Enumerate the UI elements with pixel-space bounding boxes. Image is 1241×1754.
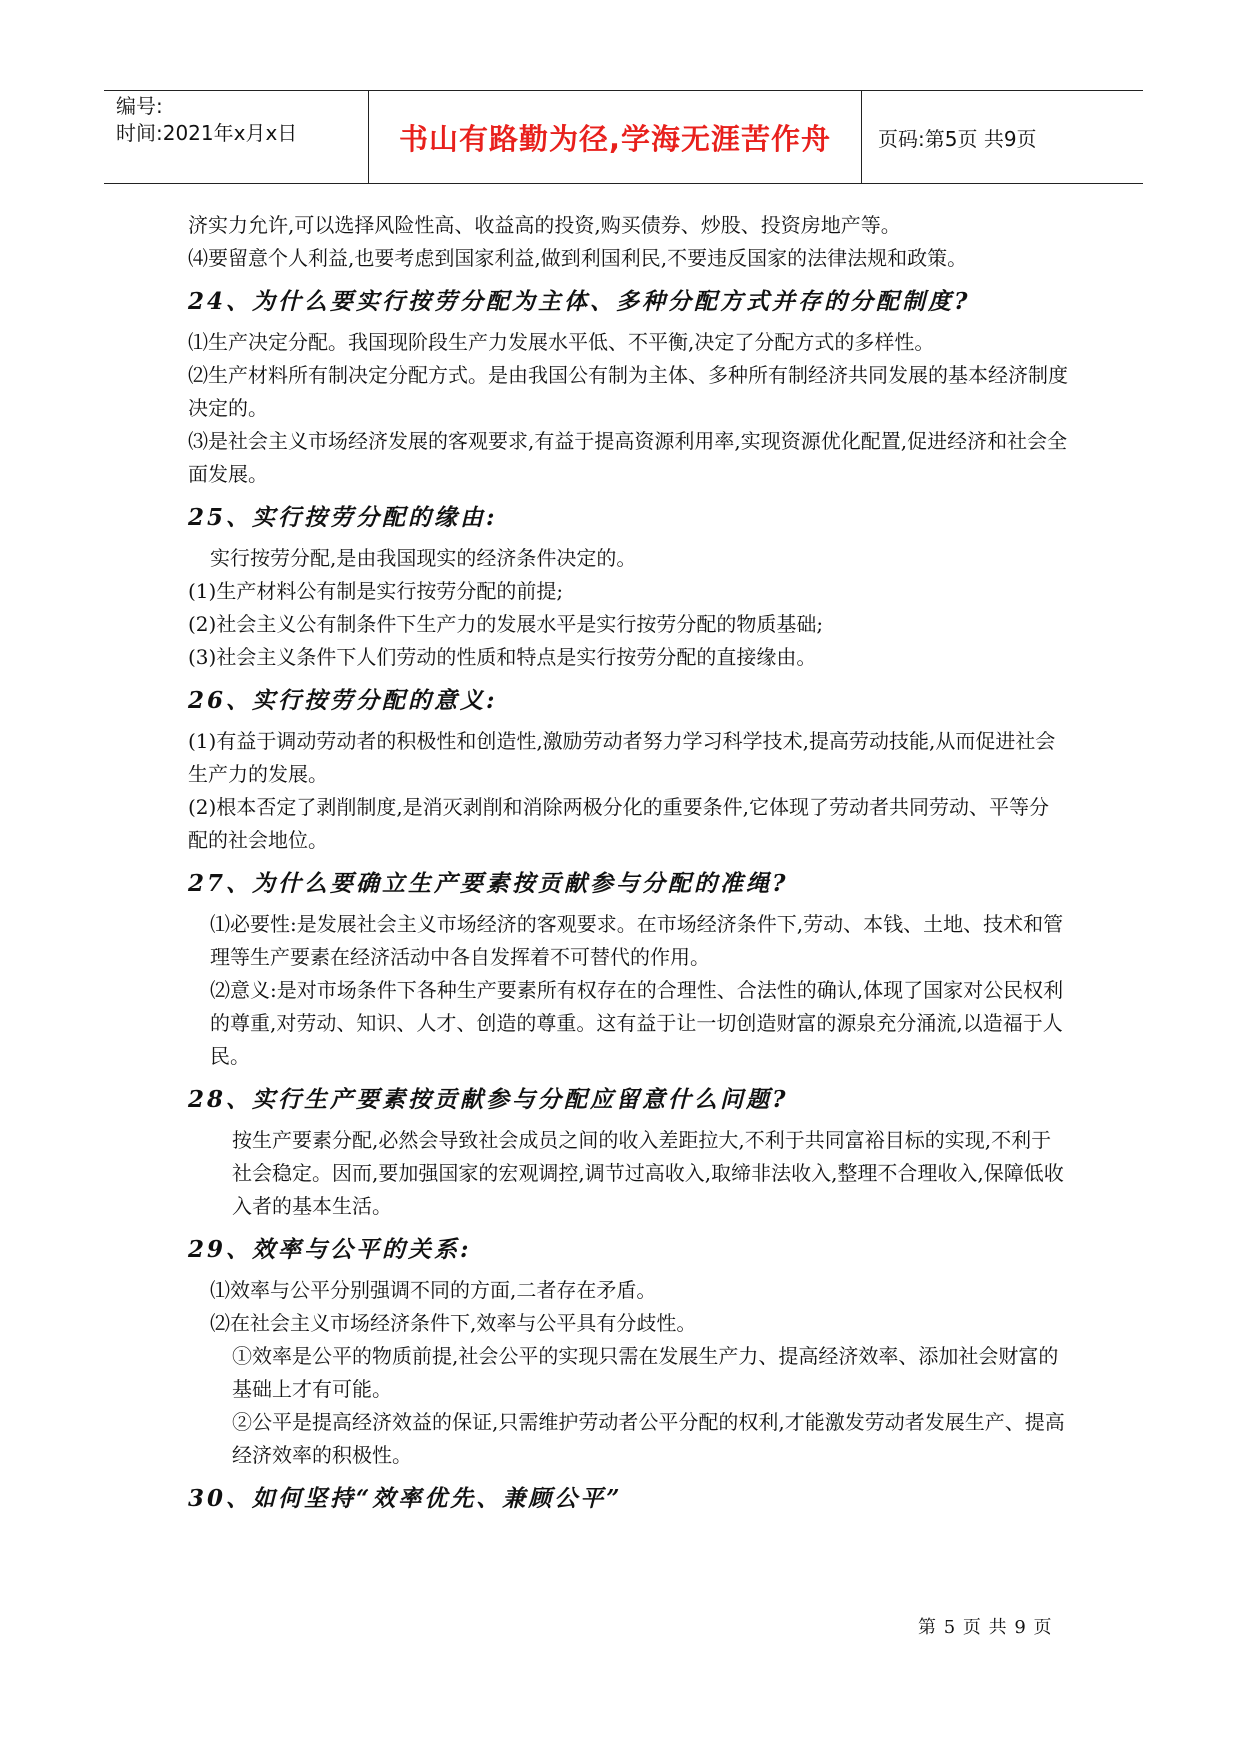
- section-27-paragraph: ⑴必要性:是发展社会主义市场经济的客观要求。在市场经济条件下,劳动、本钱、土地、技术和管理等生产要素在经济活动中各自发挥着不可替代的作用。: [210, 912, 1064, 969]
- section-25-paragraph: (1)生产材料公有制是实行按劳分配的前提;: [188, 579, 564, 603]
- page-footer: 第 5 页 共 9 页: [918, 1617, 1053, 1638]
- intro-paragraph: 济实力允许,可以选择风险性高、收益高的投资,购买债券、炒股、投资房地产等。: [188, 213, 901, 237]
- page-header: [104, 90, 1143, 184]
- header-page-number: 页码:第5页 共9页: [878, 126, 1037, 151]
- section-29-paragraph: ①效率是公平的物质前提,社会公平的实现只需在发展生产力、提高经济效率、添加社会财富的基础上才有可能。: [232, 1344, 1059, 1401]
- section-heading-30: 30、如何坚持“效率优先、兼顾公平”: [188, 1485, 623, 1512]
- document-body: [188, 209, 1068, 1523]
- section-heading-29: 29、效率与公平的关系:: [188, 1236, 472, 1263]
- section-25-paragraph: 实行按劳分配,是由我国现实的经济条件决定的。: [210, 546, 637, 570]
- section-24-paragraph: ⑶是社会主义市场经济发展的客观要求,有益于提高资源利用率,实现资源优化配置,促进经济和社会全面发展。: [188, 429, 1068, 486]
- section-25-paragraph: (3)社会主义条件下人们劳动的性质和特点是实行按劳分配的直接缘由。: [188, 645, 817, 669]
- header-motto-cell: [368, 91, 862, 183]
- section-29-paragraph: ⑵在社会主义市场经济条件下,效率与公平具有分歧性。: [210, 1311, 697, 1335]
- header-motto: 书山有路勤为径,学海无涯苦作舟: [398, 121, 832, 156]
- section-heading-27: 27、为什么要确立生产要素按贡献参与分配的准绳?: [188, 870, 789, 897]
- section-27-paragraph: ⑵意义:是对市场条件下各种生产要素所有权存在的合理性、合法性的确认,体现了国家对公民权利的尊重,对劳动、知识、人才、创造的尊重。这有益于让一切创造财富的源泉充分涌流,以造福于人民。: [210, 978, 1064, 1068]
- section-29-paragraph: ②公平是提高经济效益的保证,只需维护劳动者公平分配的权利,才能激发劳动者发展生产、提高经济效率的积极性。: [232, 1410, 1065, 1467]
- section-24-paragraph: ⑵生产材料所有制决定分配方式。是由我国公有制为主体、多种所有制经济共同发展的基本经济制度决定的。: [188, 363, 1068, 420]
- intro-paragraph: ⑷要留意个人利益,也要考虑到国家利益,做到利国利民,不要违反国家的法律法规和政策。: [188, 246, 968, 270]
- section-24-paragraph: ⑴生产决定分配。我国现阶段生产力发展水平低、不平衡,决定了分配方式的多样性。: [188, 330, 935, 354]
- section-25-paragraph: (2)社会主义公有制条件下生产力的发展水平是实行按劳分配的物质基础;: [188, 612, 824, 636]
- section-26-paragraph: (2)根本否定了剥削制度,是消灭剥削和消除两极分化的重要条件,它体现了劳动者共同劳动、平等分配的社会地位。: [188, 795, 1050, 852]
- section-heading-24: 24、为什么要实行按劳分配为主体、多种分配方式并存的分配制度?: [188, 288, 971, 315]
- section-heading-26: 26、实行按劳分配的意义:: [188, 687, 498, 714]
- section-heading-28: 28、实行生产要素按贡献参与分配应留意什么问题?: [188, 1086, 789, 1113]
- document-time-label: 时间:2021年x月x日: [116, 121, 298, 145]
- header-page-cell: [864, 91, 1143, 183]
- section-heading-25: 25、实行按劳分配的缘由:: [188, 504, 498, 531]
- header-meta: [116, 91, 366, 185]
- section-28-paragraph: 按生产要素分配,必然会导致社会成员之间的收入差距拉大,不利于共同富裕目标的实现,不利于社会稳定。因而,要加强国家的宏观调控,调节过高收入,取缔非法收入,整理不合理收入,保障低收入者的基本生活。: [232, 1128, 1064, 1218]
- document-number-label: 编号:: [116, 94, 163, 118]
- section-26-paragraph: (1)有益于调动劳动者的积极性和创造性,激励劳动者努力学习科学技术,提高劳动技能,从而促进社会生产力的发展。: [188, 729, 1056, 786]
- section-29-paragraph: ⑴效率与公平分别强调不同的方面,二者存在矛盾。: [210, 1278, 657, 1302]
